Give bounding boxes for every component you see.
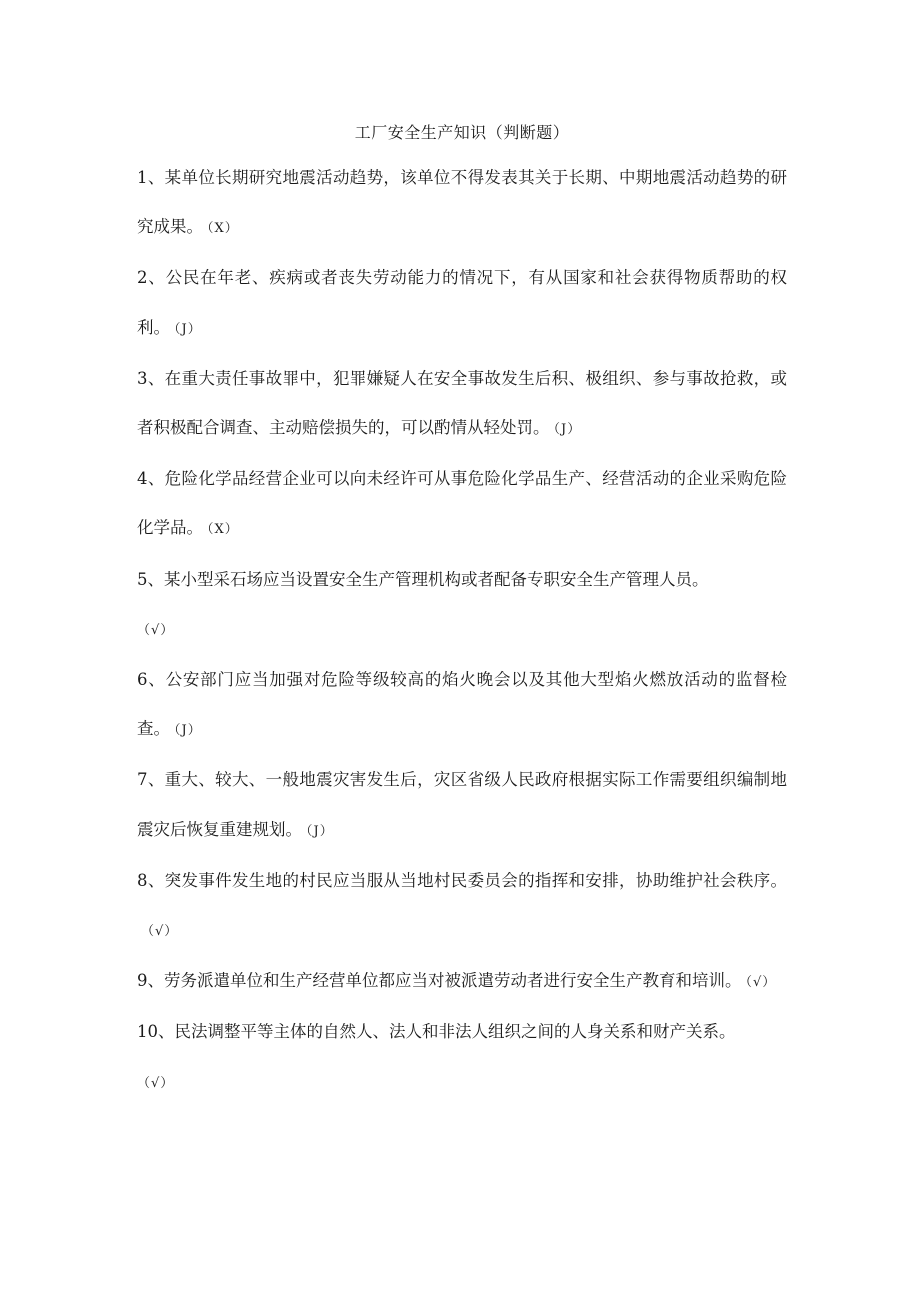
question-item bbox=[137, 755, 787, 855]
question-text: 3、在重大责任事故罪中，犯罪嫌疑人在安全事故发生后积、极组织、参与事故抢救，或者积极配合调查、主动赔偿损失的，可以酌情从轻处罚。 bbox=[137, 368, 787, 438]
question-text: 6、公安部门应当加强对危险等级较高的焰火晚会以及其他大型焰火燃放活动的监督检查。 bbox=[137, 670, 787, 739]
question-text: 10、民法调整平等主体的自然人、法人和非法人组织之间的人身关系和财产关系。 bbox=[137, 1022, 736, 1042]
question-answer: （√） bbox=[141, 924, 179, 940]
question-item bbox=[137, 856, 787, 956]
question-answer: （J） bbox=[174, 723, 202, 739]
question-answer: （√） bbox=[745, 975, 777, 991]
question-text: 8、突发事件发生地的村民应当服从当地村民委员会的指挥和安排，协助维护社会秩序。 bbox=[137, 870, 787, 890]
question-item bbox=[137, 1007, 787, 1107]
question-text: 4、危险化学品经营企业可以向未经许可从事危险化学品生产、经营活动的企业采购危险化学品。 bbox=[137, 469, 787, 538]
question-text: 7、重大、较大、一般地震灾害发生后，灾区省级人民政府根据实际工作需要组织编制地震灾后恢复重建规划。 bbox=[137, 770, 787, 839]
question-answer: （J） bbox=[174, 321, 202, 337]
question-item bbox=[137, 153, 787, 253]
question-item bbox=[137, 555, 787, 655]
question-item bbox=[137, 655, 787, 755]
question-answer: （J） bbox=[553, 422, 582, 438]
question-text: 1、某单位长期研究地震活动趋势，该单位不得发表其关于长期、中期地震活动趋势的研究成果。 bbox=[137, 168, 787, 237]
question-answer: （√） bbox=[137, 1075, 175, 1091]
question-text: 2、公民在年老、疾病或者丧失劳动能力的情况下，有从国家和社会获得物质帮助的权利。 bbox=[137, 268, 787, 337]
document-page bbox=[137, 119, 787, 1108]
question-item bbox=[137, 454, 787, 554]
question-item bbox=[137, 253, 787, 353]
question-item bbox=[137, 354, 787, 454]
question-answer: （X） bbox=[207, 522, 239, 538]
question-answer: （X） bbox=[207, 221, 239, 237]
document-title: 工厂安全生产知识（判断题） bbox=[354, 123, 570, 142]
question-answer: （J） bbox=[306, 823, 334, 839]
question-answer: （√） bbox=[137, 622, 175, 638]
question-text: 9、劳务派遣单位和生产经营单位都应当对被派遣劳动者进行安全生产教育和培训。 bbox=[137, 971, 742, 991]
question-item bbox=[137, 956, 787, 1007]
question-text: 5、某小型采石场应当设置安全生产管理机构或者配备专职安全生产管理人员。 bbox=[137, 569, 709, 589]
